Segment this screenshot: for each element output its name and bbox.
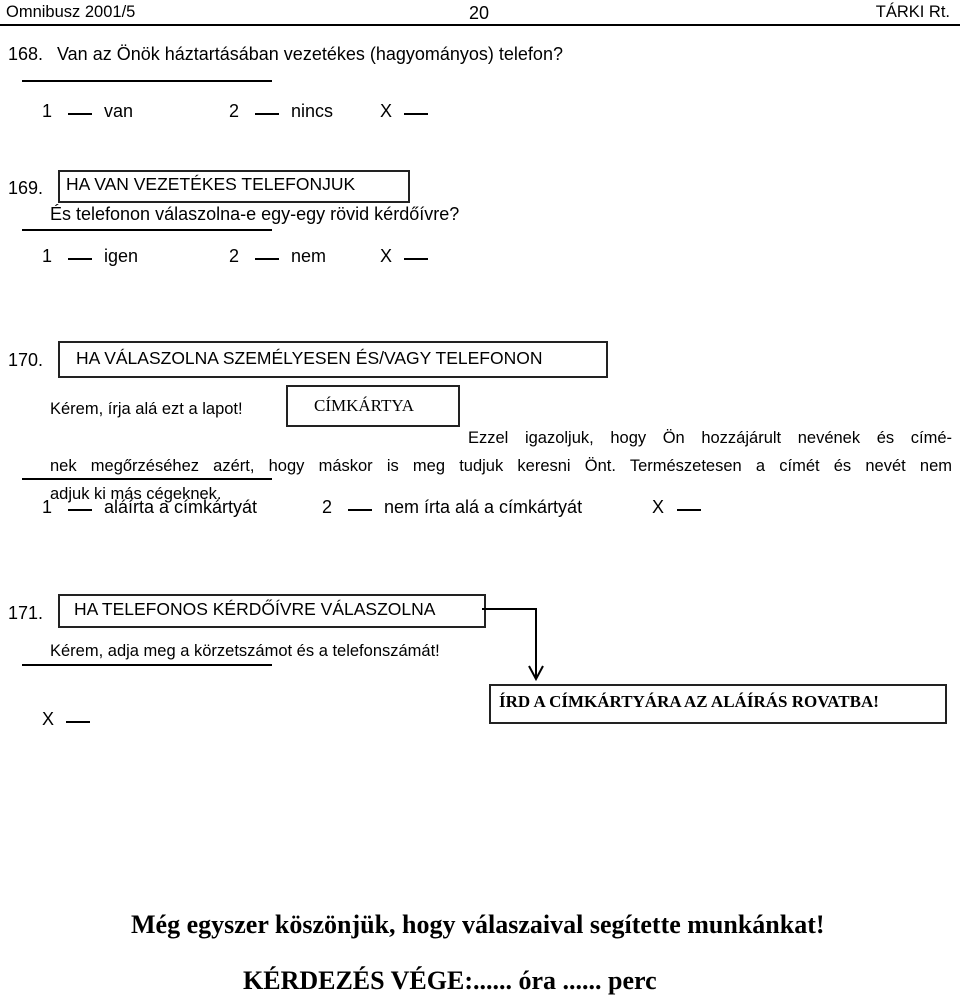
closing-end-time: KÉRDEZÉS VÉGE:...... óra ...... perc xyxy=(243,966,657,995)
header-right: TÁRKI Rt. xyxy=(875,3,950,21)
question-text: Van az Önök háztartásában vezetékes (hagyományos) telefon? xyxy=(57,44,563,64)
option-label: nincs xyxy=(291,101,334,121)
question-underline xyxy=(22,664,272,666)
consent-text-line2: nek megőrzéséhez azért, hogy máskor is meg tudjuk keresni Önt. Természetesen a címét és nevét nem xyxy=(50,457,952,475)
option-dash xyxy=(404,258,428,260)
header-rule xyxy=(0,24,960,26)
question-underline xyxy=(22,229,272,231)
question-number: 168. xyxy=(8,44,44,64)
option-code: 1 xyxy=(42,246,53,266)
option-dash xyxy=(68,258,92,260)
filter-text: HA VAN VEZETÉKES TELEFONJUK xyxy=(66,174,356,194)
option-dash xyxy=(66,721,90,723)
option-dash xyxy=(404,113,428,115)
question-underline xyxy=(22,80,272,82)
option-code: 2 xyxy=(229,246,240,266)
option-dash xyxy=(255,113,279,115)
option-code: 2 xyxy=(322,497,333,517)
option-code: 1 xyxy=(42,101,53,121)
option-dash xyxy=(68,113,92,115)
option-code: X xyxy=(652,497,665,517)
option-dash xyxy=(677,509,701,511)
header-left: Omnibusz 2001/5 xyxy=(6,3,136,21)
arrow-connector-icon xyxy=(480,598,550,688)
address-card-label: CÍMKÁRTYA xyxy=(314,396,415,415)
consent-text-line3: adjuk ki más cégeknek. xyxy=(50,485,222,503)
question-number: 170. xyxy=(8,350,44,370)
question-number: 171. xyxy=(8,603,44,623)
option-dash xyxy=(68,509,92,511)
option-label: nem xyxy=(291,246,327,266)
option-label: van xyxy=(104,101,134,121)
instruction-text: ÍRD A CÍMKÁRTYÁRA AZ ALÁÍRÁS ROVATBA! xyxy=(499,692,879,711)
consent-text-line1: Ezzel igazoljuk, hogy Ön hozzájárult nevének és címé- xyxy=(468,429,952,447)
option-code: 2 xyxy=(229,101,240,121)
filter-text: HA TELEFONOS KÉRDŐÍVRE VÁLASZOLNA xyxy=(74,599,436,619)
option-code: X xyxy=(380,101,393,121)
option-label: nem írta alá a címkártyát xyxy=(384,497,583,517)
closing-thanks: Még egyszer köszönjük, hogy válaszaival segítette munkánkat! xyxy=(131,910,825,939)
option-code: X xyxy=(380,246,393,266)
option-code: X xyxy=(42,709,55,729)
question-underline xyxy=(22,478,272,480)
question-text: És telefonon válaszolna-e egy-egy rövid kérdőívre? xyxy=(50,204,460,224)
option-dash xyxy=(255,258,279,260)
option-label: aláírta a címkártyát xyxy=(104,497,258,517)
option-code: 1 xyxy=(42,497,53,517)
option-label: igen xyxy=(104,246,139,266)
page-number: 20 xyxy=(469,3,490,23)
lead-text: Kérem, írja alá ezt a lapot! xyxy=(50,400,243,418)
question-number: 169. xyxy=(8,178,44,198)
option-dash xyxy=(348,509,372,511)
filter-text: HA VÁLASZOLNA SZEMÉLYESEN ÉS/VAGY TELEFONON xyxy=(76,348,543,368)
question-text: Kérem, adja meg a körzetszámot és a telefonszámát! xyxy=(50,642,440,660)
